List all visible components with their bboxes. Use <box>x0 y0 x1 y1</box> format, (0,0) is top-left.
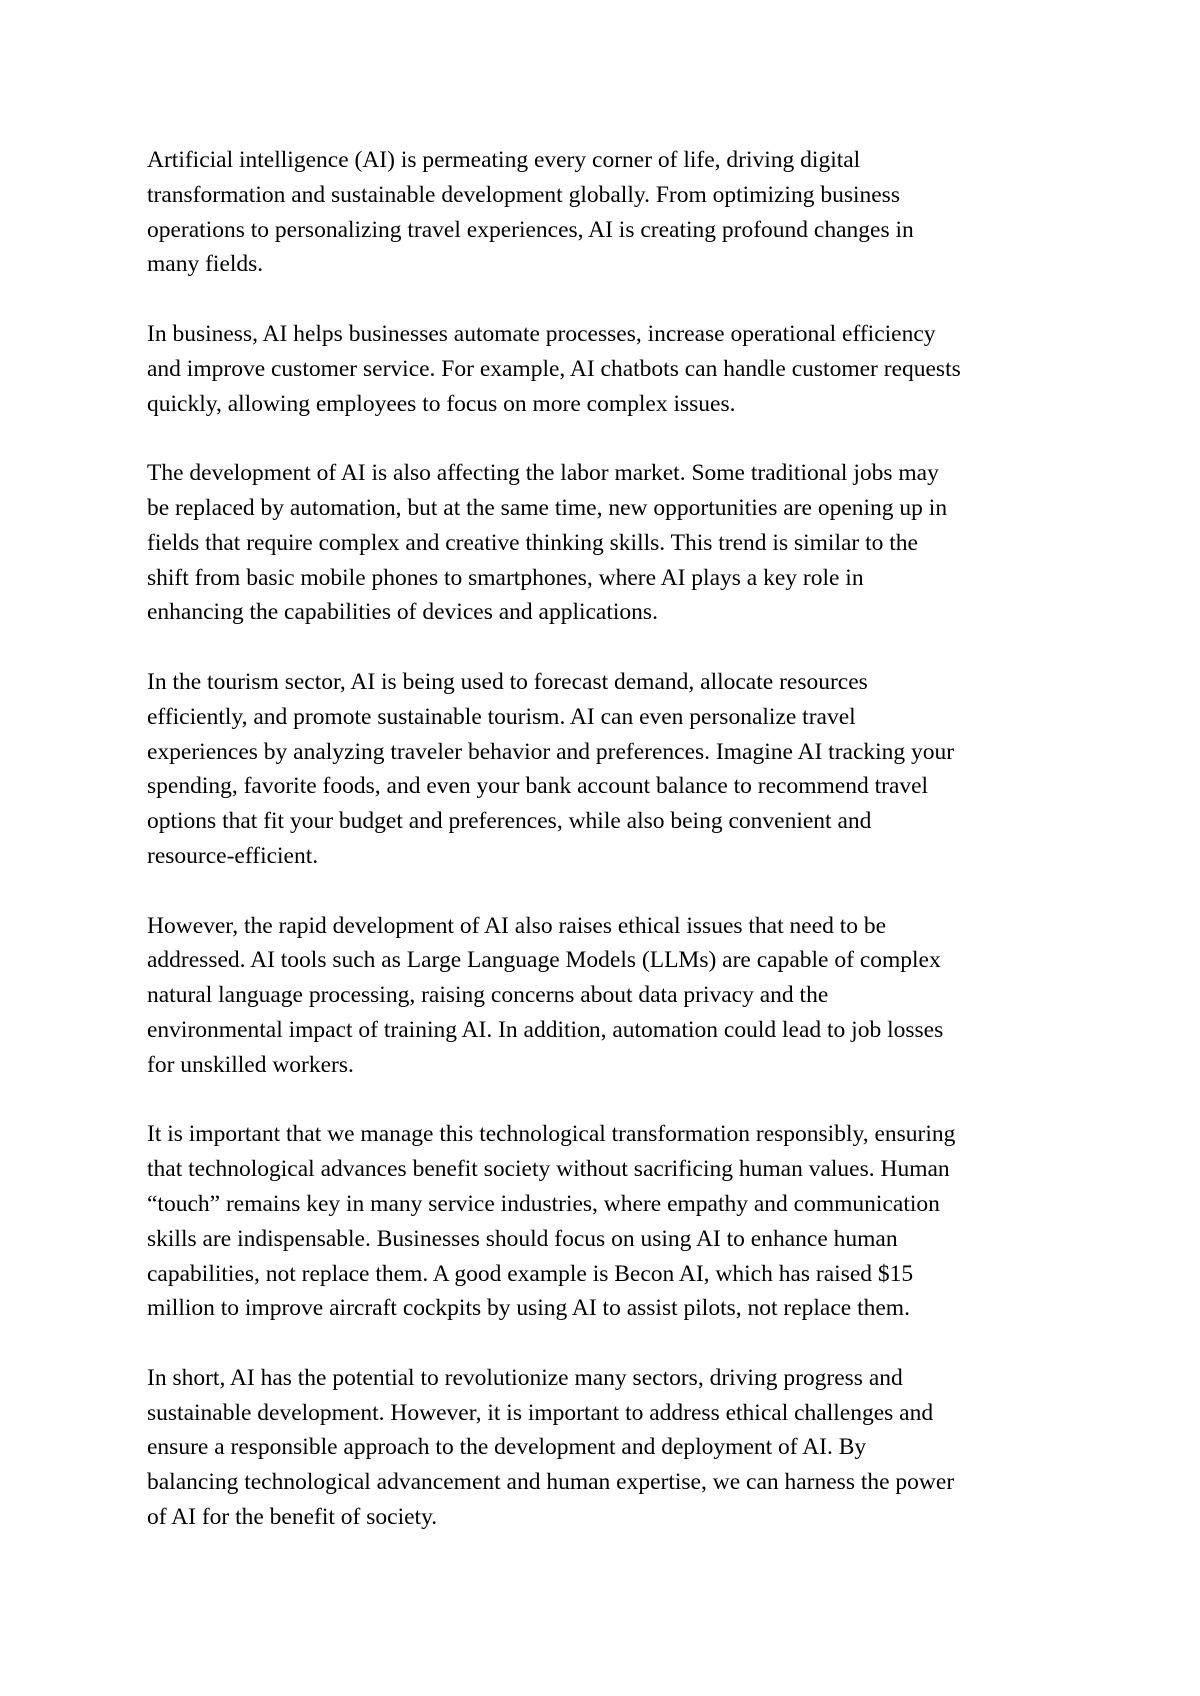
text-line: be replaced by automation, but at the same time, new opportunities are opening up in <box>147 494 948 521</box>
text-line: skills are indispensable. Businesses should focus on using AI to enhance human <box>147 1225 898 1252</box>
text-line: experiences by analyzing traveler behavior and preferences. Imagine AI tracking your <box>147 738 955 765</box>
text-line: quickly, allowing employees to focus on more complex issues. <box>147 390 736 417</box>
text-line: transformation and sustainable development globally. From optimizing business <box>147 181 900 208</box>
paragraph <box>147 1361 1067 1535</box>
document-body <box>147 143 1067 1570</box>
text-line: for unskilled workers. <box>147 1051 354 1078</box>
paragraph <box>147 143 1067 282</box>
text-line: natural language processing, raising concerns about data privacy and the <box>147 982 829 1009</box>
text-line: sustainable development. However, it is important to address ethical challenges and <box>147 1399 934 1426</box>
text-line: addressed. AI tools such as Large Language Models (LLMs) are capable of complex <box>147 947 941 974</box>
text-line: that technological advances benefit society without sacrificing human values. Human <box>147 1156 950 1183</box>
text-line: capabilities, not replace them. A good example is Becon AI, which has raised $15 <box>147 1260 914 1287</box>
paragraph <box>147 317 1067 421</box>
paragraph <box>147 665 1067 874</box>
text-line: million to improve aircraft cockpits by using AI to assist pilots, not replace them. <box>147 1295 910 1322</box>
paragraph <box>147 1117 1067 1326</box>
text-line: spending, favorite foods, and even your bank account balance to recommend travel <box>147 773 929 800</box>
text-line: options that fit your budget and preferences, while also being convenient and <box>147 808 872 835</box>
text-line: resource-efficient. <box>147 842 319 869</box>
text-line: In business, AI helps businesses automate processes, increase operational efficiency <box>147 320 936 347</box>
text-line: “touch” remains key in many service industries, where empathy and communication <box>147 1190 940 1217</box>
text-line: It is important that we manage this technological transformation responsibly, ensuring <box>147 1121 956 1148</box>
text-line: and improve customer service. For example, AI chatbots can handle customer requests <box>147 355 961 382</box>
paragraph <box>147 909 1067 1083</box>
text-line: shift from basic mobile phones to smartphones, where AI plays a key role in <box>147 564 864 591</box>
text-line: fields that require complex and creative thinking skills. This trend is similar to the <box>147 529 918 556</box>
text-line: The development of AI is also affecting the labor market. Some traditional jobs may <box>147 460 939 487</box>
text-line: However, the rapid development of AI also raises ethical issues that need to be <box>147 912 887 939</box>
text-line: balancing technological advancement and human expertise, we can harness the power <box>147 1469 955 1496</box>
text-line: many fields. <box>147 251 264 278</box>
text-line: ensure a responsible approach to the development and deployment of AI. By <box>147 1434 867 1461</box>
text-line: of AI for the benefit of society. <box>147 1504 438 1531</box>
text-line: In the tourism sector, AI is being used to forecast demand, allocate resources <box>147 668 868 695</box>
text-line: enhancing the capabilities of devices and applications. <box>147 599 658 626</box>
paragraph <box>147 456 1067 630</box>
text-line: operations to personalizing travel experiences, AI is creating profound changes in <box>147 216 914 243</box>
text-line: In short, AI has the potential to revolutionize many sectors, driving progress and <box>147 1364 903 1391</box>
text-line: Artificial intelligence (AI) is permeating every corner of life, driving digital <box>147 147 861 173</box>
text-line: environmental impact of training AI. In addition, automation could lead to job losses <box>147 1016 944 1043</box>
text-line: efficiently, and promote sustainable tourism. AI can even personalize travel <box>147 703 856 730</box>
